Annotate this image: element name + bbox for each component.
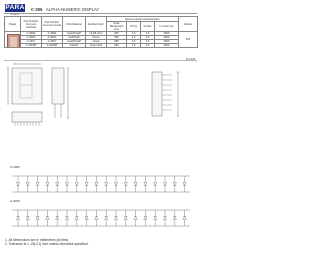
led-diode-symbol <box>124 182 127 185</box>
table-cell: 2.5 <box>141 44 155 48</box>
cathode-diagram-label: C-306X <box>10 165 21 169</box>
led-photo-cell <box>5 32 21 48</box>
table-cell: 2.5 <box>141 40 155 44</box>
spec-table <box>4 16 198 48</box>
page-title: ALPHA-NUMERIC DISPLAY <box>46 7 100 12</box>
col-header-chip: Chip Material <box>63 17 86 32</box>
led-diode-symbol <box>56 216 59 219</box>
col-header-outline: Outline <box>179 17 198 32</box>
common-cathode-diagram <box>10 165 190 192</box>
col-header-shape: Shape <box>5 17 21 32</box>
note-line: 2. Tolerance is ± .25(.01) inch unless otherwise specified. <box>5 242 89 247</box>
led-diode-symbol <box>65 216 68 219</box>
led-diode-symbol <box>26 182 29 185</box>
table-cell: A-306G <box>42 36 63 40</box>
led-diode-symbol <box>154 216 157 219</box>
bottom-view <box>12 112 42 126</box>
led-diode-symbol <box>163 216 166 219</box>
led-diode-symbol <box>173 182 176 185</box>
table-cell: 2.0 <box>127 40 141 44</box>
led-photo <box>7 34 20 48</box>
led-diode-symbol <box>85 216 88 219</box>
pin-side-view <box>152 72 179 116</box>
front-view <box>7 63 42 104</box>
table-cell: 3000 <box>155 44 179 48</box>
led-diode-symbol <box>95 182 98 185</box>
para-light-logo <box>5 4 25 16</box>
table-cell: Yellow <box>86 40 107 44</box>
led-diode-symbol <box>114 182 117 185</box>
led-diode-symbol <box>75 216 78 219</box>
led-diode-symbol <box>173 216 176 219</box>
logo-text: PARA <box>5 4 25 11</box>
table-cell: C-306G <box>21 36 42 40</box>
figure-label: Fig.306 <box>186 57 196 61</box>
table-cell: A-306E <box>42 32 63 36</box>
col-header-wavelength: Peak Wavelength (nm) <box>107 22 127 32</box>
led-diode-symbol <box>75 182 78 185</box>
outline-cell: 306 <box>179 32 198 48</box>
table-cell: GaAlAs <box>63 44 86 48</box>
mechanical-drawing <box>0 60 200 236</box>
table-cell: C-306E <box>21 32 42 36</box>
led-diode-symbol <box>183 216 186 219</box>
led-diode-symbol <box>105 182 108 185</box>
table-cell: Super Red <box>86 44 107 48</box>
table-cell: 2.0 <box>127 36 141 40</box>
table-cell: 565 <box>107 36 127 40</box>
table-cell: 3000 <box>155 36 179 40</box>
led-diode-symbol <box>85 182 88 185</box>
note-line: 1. All dimensions are in millimeters (inches). <box>5 238 70 242</box>
table-cell: C-306SR <box>21 44 42 48</box>
led-diode-symbol <box>16 216 19 219</box>
table-cell: A-306Y <box>42 40 63 44</box>
col-header-iv: Iv (mcd) Typ <box>155 22 179 32</box>
led-diode-symbol <box>183 182 186 185</box>
notes <box>5 238 88 246</box>
anode-diagram-label: A-306X <box>10 199 21 203</box>
table-cell: C-306Y <box>21 40 42 44</box>
led-diode-symbol <box>124 216 127 219</box>
table-cell: 2.5 <box>141 36 155 40</box>
table-cell: Hi-Eff. Red <box>86 32 107 36</box>
table-cell: 3000 <box>155 40 179 44</box>
led-diode-symbol <box>134 182 137 185</box>
col-header-anode: Part Number Common Anode <box>42 17 63 32</box>
led-diode-symbol <box>105 216 108 219</box>
table-row <box>5 32 198 36</box>
led-diode-symbol <box>26 216 29 219</box>
led-diode-symbol <box>46 182 49 185</box>
col-header-cathode: Part Number Common Cathode <box>21 17 42 32</box>
led-diode-symbol <box>144 182 147 185</box>
table-cell: 660 <box>107 44 127 48</box>
table-cell: 2.0 <box>127 32 141 36</box>
led-diode-symbol <box>65 182 68 185</box>
table-cell: 3000 <box>155 32 179 36</box>
table-cell: A-306SR <box>42 44 63 48</box>
col-header-vf-typ: Vf Typ <box>127 22 141 32</box>
led-diode-symbol <box>154 182 157 185</box>
header-divider <box>4 13 197 14</box>
led-diode-symbol <box>16 182 19 185</box>
table-cell: GaAsP/GaP <box>63 32 86 36</box>
table-cell: Green <box>86 36 107 40</box>
table-cell: 635 <box>107 32 127 36</box>
led-diode-symbol <box>36 216 39 219</box>
logo-subtext: LIGHT <box>10 11 20 16</box>
led-diode-symbol <box>46 216 49 219</box>
col-header-color: Emitted Color <box>86 17 107 32</box>
col-header-vf-max: Vf Max <box>141 22 155 32</box>
led-diode-symbol <box>114 216 117 219</box>
group-header: Electro-optical Characteristics <box>107 17 179 22</box>
led-diode-symbol <box>134 216 137 219</box>
part-number: C-306 <box>31 7 43 12</box>
table-cell: GaP/GaP <box>63 36 86 40</box>
side-view <box>52 68 69 118</box>
common-anode-diagram <box>10 199 190 226</box>
led-diode-symbol <box>36 182 39 185</box>
table-cell: GaAsP/GaP <box>63 40 86 44</box>
led-diode-symbol <box>56 182 59 185</box>
led-diode-symbol <box>144 216 147 219</box>
table-row <box>5 44 198 48</box>
table-cell: 2.5 <box>141 32 155 36</box>
table-cell: 585 <box>107 40 127 44</box>
table-cell: 1.8 <box>127 44 141 48</box>
led-diode-symbol <box>95 216 98 219</box>
led-diode-symbol <box>163 182 166 185</box>
